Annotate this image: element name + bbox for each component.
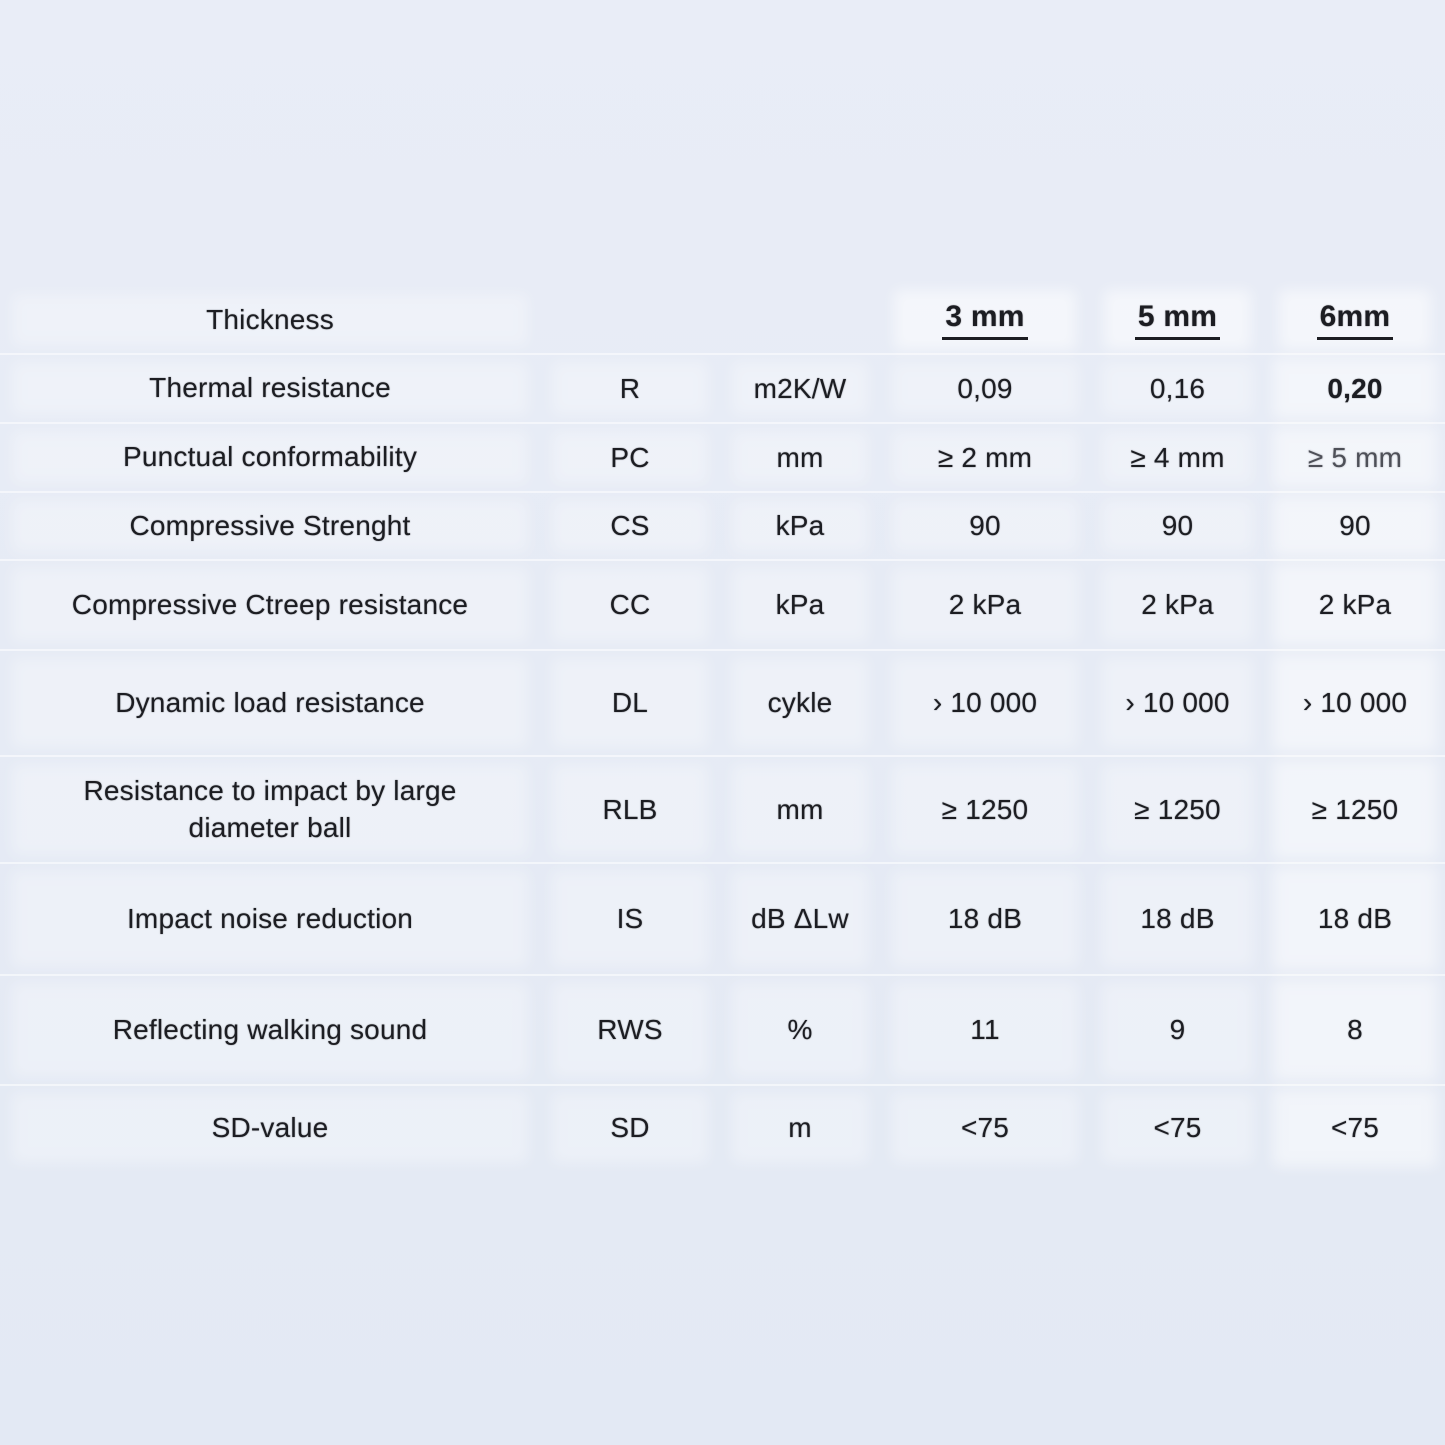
value-3mm: <75 (880, 1086, 1090, 1170)
unit-cell: dB ΔLw (720, 864, 880, 974)
value-5mm: <75 (1090, 1086, 1265, 1170)
table-row (0, 353, 1445, 422)
value-6mm: <75 (1265, 1086, 1445, 1170)
value-3mm: ≥ 1250 (880, 757, 1090, 862)
value-6mm: ≥ 5 mm (1265, 424, 1445, 491)
unit-cell: m2K/W (720, 355, 880, 422)
empty-cell (720, 287, 880, 353)
value-3mm: ≥ 2 mm (880, 424, 1090, 491)
value-5mm: 90 (1090, 493, 1265, 559)
thickness-header: Thickness (0, 287, 540, 353)
value-6mm: 8 (1265, 976, 1445, 1084)
value-6mm: 2 kPa (1265, 561, 1445, 649)
value-5mm: › 10 000 (1090, 651, 1265, 755)
table-row (0, 1084, 1445, 1170)
unit-cell: kPa (720, 493, 880, 559)
value-5mm: 2 kPa (1090, 561, 1265, 649)
value-3mm: 18 dB (880, 864, 1090, 974)
value-3mm: 0,09 (880, 355, 1090, 422)
value-3mm: 90 (880, 493, 1090, 559)
value-5mm: 0,16 (1090, 355, 1265, 422)
table-row (0, 491, 1445, 559)
col-header-5mm (1090, 287, 1265, 353)
value-6mm: › 10 000 (1265, 651, 1445, 755)
property-label: Dynamic load resistance (0, 651, 540, 755)
table-row (0, 755, 1445, 862)
unit-cell: mm (720, 424, 880, 491)
property-label: Punctual conformability (0, 424, 540, 491)
table-header-row (0, 287, 1445, 353)
table-row (0, 422, 1445, 491)
table-row (0, 649, 1445, 755)
value-3mm: 11 (880, 976, 1090, 1084)
value-3mm: 2 kPa (880, 561, 1090, 649)
value-5mm: 18 dB (1090, 864, 1265, 974)
unit-cell: % (720, 976, 880, 1084)
value-6mm: 18 dB (1265, 864, 1445, 974)
unit-cell: kPa (720, 561, 880, 649)
empty-cell (540, 287, 720, 353)
col-header-6mm (1265, 287, 1445, 353)
col-header-5mm-label: 5 mm (1135, 300, 1220, 340)
property-label: SD-value (0, 1086, 540, 1170)
abbr-cell: IS (540, 864, 720, 974)
col-header-3mm-label: 3 mm (942, 300, 1027, 340)
unit-cell: cykle (720, 651, 880, 755)
abbr-cell: SD (540, 1086, 720, 1170)
value-5mm: ≥ 1250 (1090, 757, 1265, 862)
property-label: Resistance to impact by large diameter ball (0, 757, 540, 862)
value-5mm: 9 (1090, 976, 1265, 1084)
abbr-cell: RWS (540, 976, 720, 1084)
unit-cell: m (720, 1086, 880, 1170)
value-6mm: 0,20 (1265, 355, 1445, 422)
value-6mm: 90 (1265, 493, 1445, 559)
table-row (0, 862, 1445, 974)
abbr-cell: PC (540, 424, 720, 491)
unit-cell: mm (720, 757, 880, 862)
abbr-cell: CC (540, 561, 720, 649)
property-label: Reflecting walking sound (0, 976, 540, 1084)
col-header-6mm-label: 6mm (1317, 300, 1394, 340)
property-label: Thermal resistance (0, 355, 540, 422)
property-label: Compressive Strenght (0, 493, 540, 559)
property-label: Impact noise reduction (0, 864, 540, 974)
spec-table (0, 287, 1445, 1170)
abbr-cell: DL (540, 651, 720, 755)
table-row (0, 559, 1445, 649)
property-label: Compressive Ctreep resistance (0, 561, 540, 649)
table-row (0, 974, 1445, 1084)
abbr-cell: CS (540, 493, 720, 559)
abbr-cell: R (540, 355, 720, 422)
value-5mm: ≥ 4 mm (1090, 424, 1265, 491)
col-header-3mm (880, 287, 1090, 353)
value-6mm: ≥ 1250 (1265, 757, 1445, 862)
abbr-cell: RLB (540, 757, 720, 862)
value-3mm: › 10 000 (880, 651, 1090, 755)
